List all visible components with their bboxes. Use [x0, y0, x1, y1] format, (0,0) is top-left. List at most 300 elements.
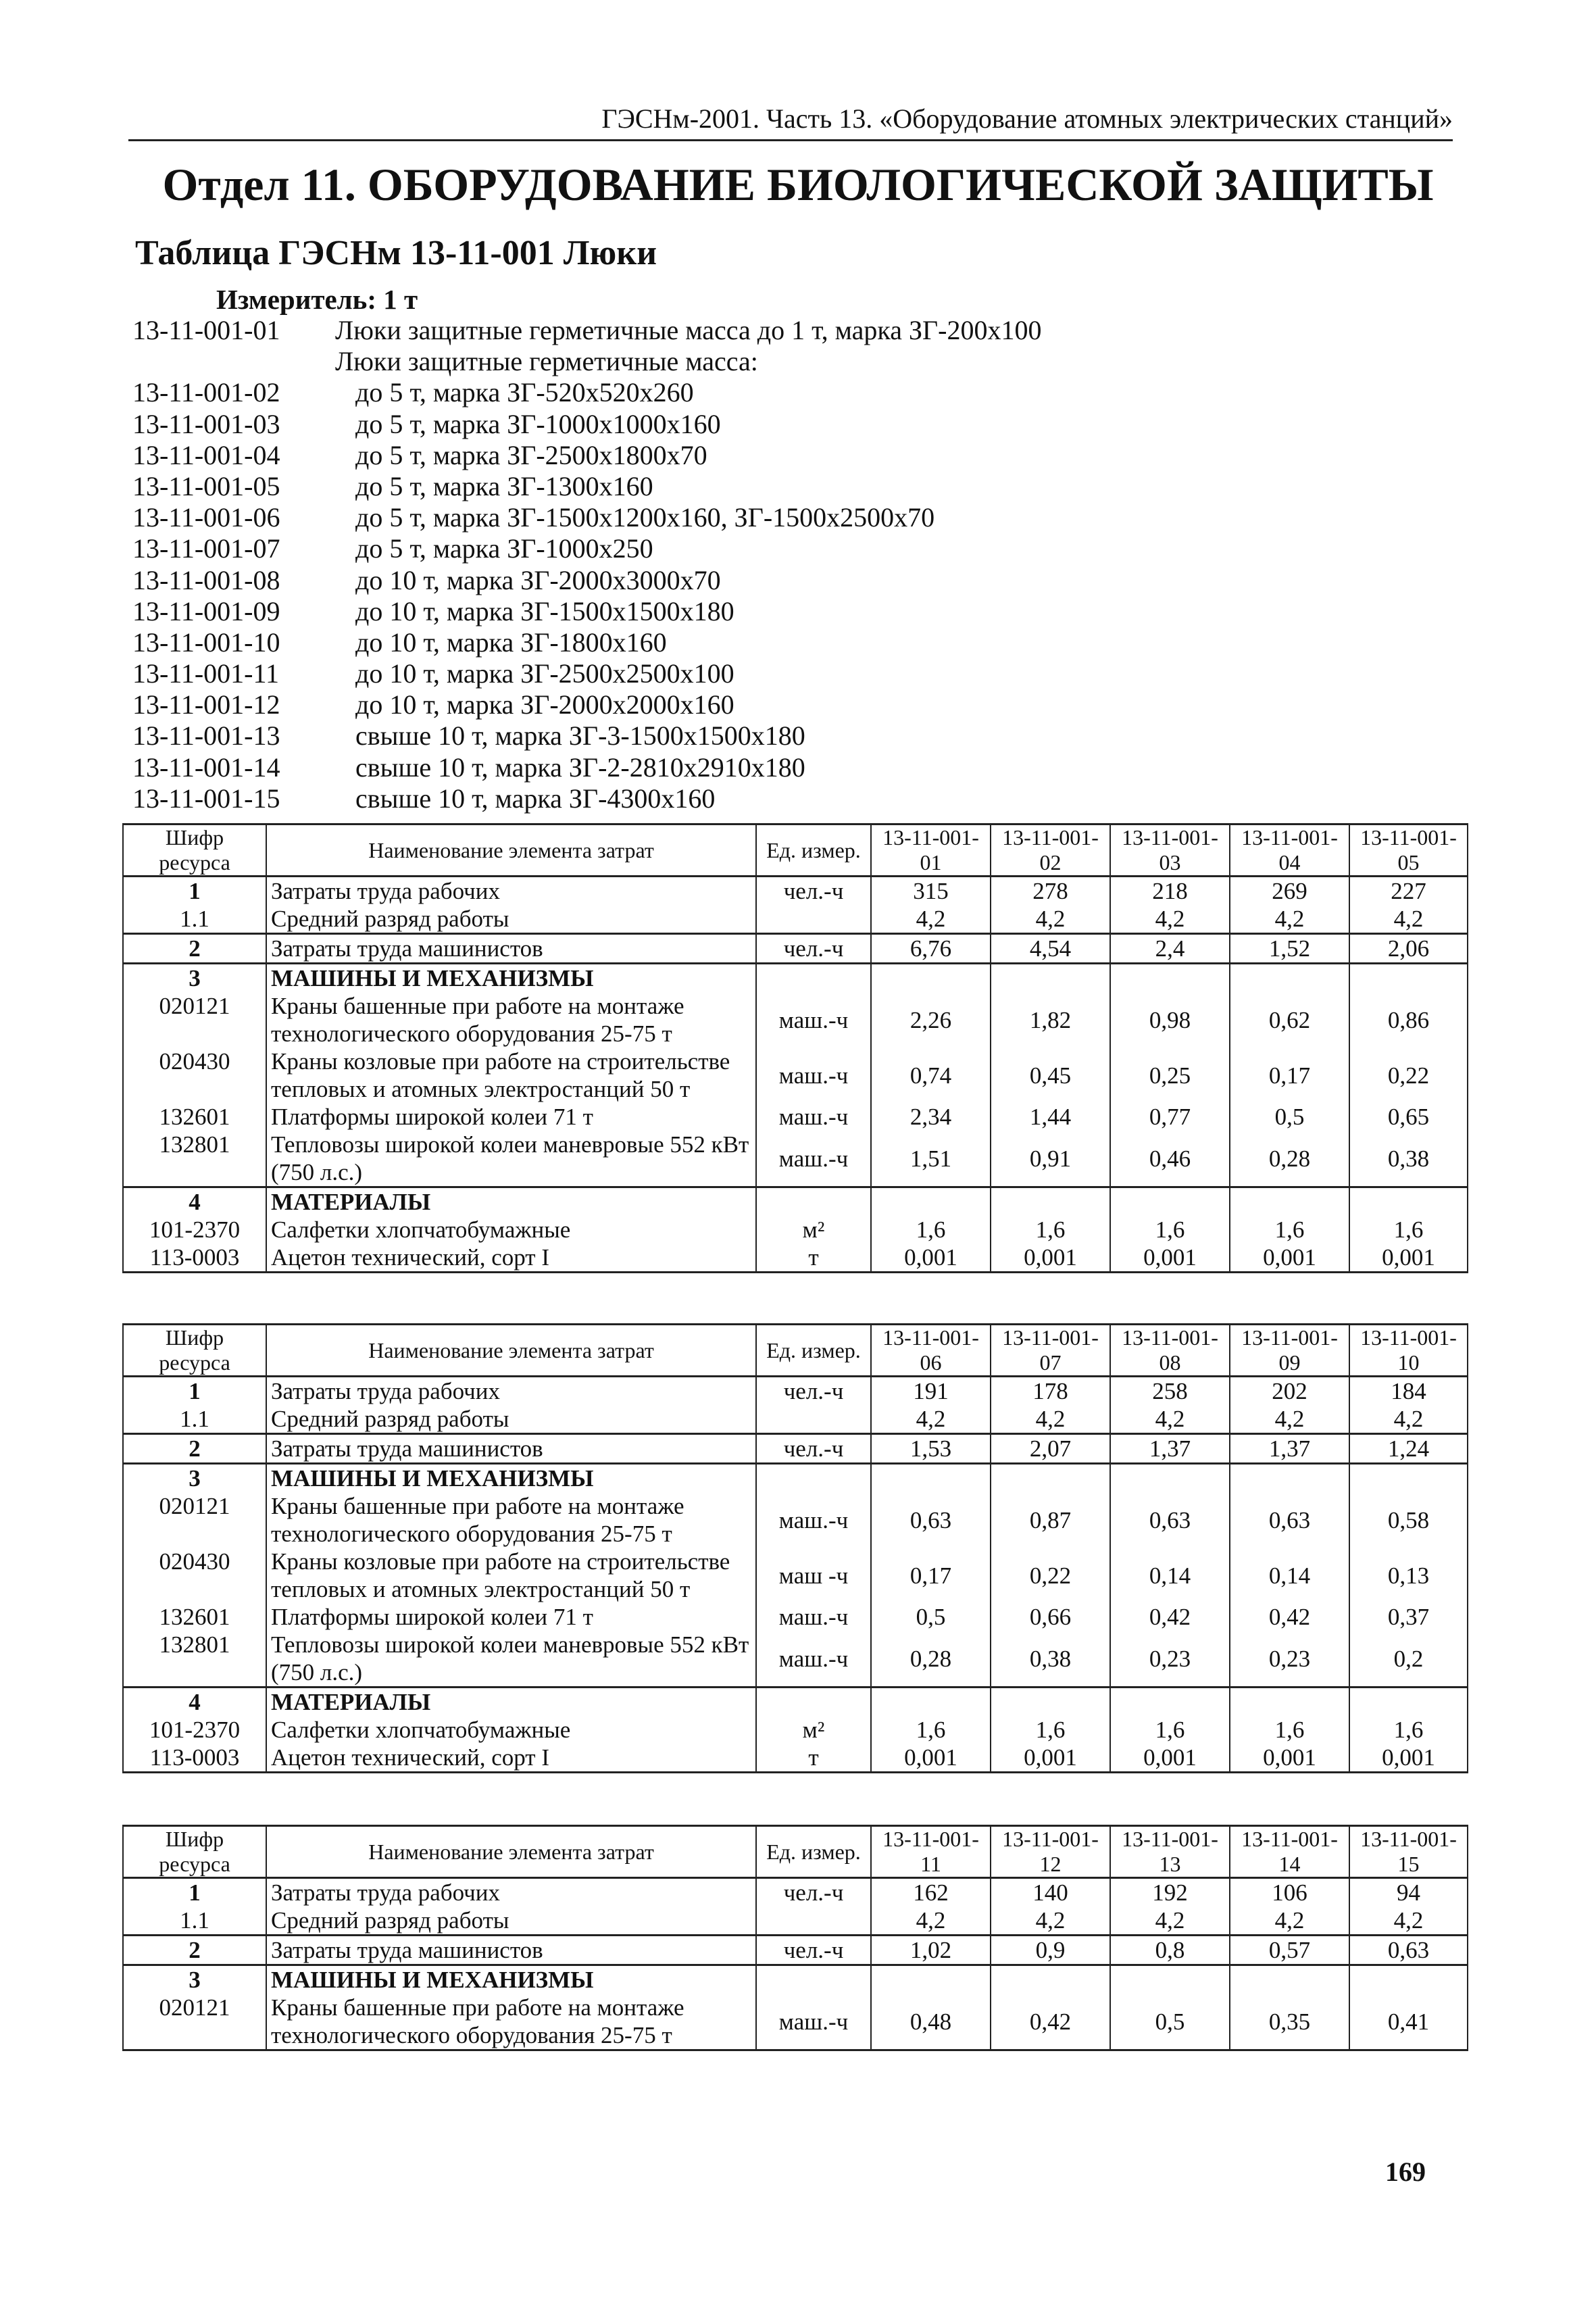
norm-value: 0,001: [871, 1244, 991, 1273]
norm-column-header: 13-11-001-03: [1110, 824, 1230, 877]
cost-element-name: МАШИНЫ И МЕХАНИЗМЫ: [266, 1965, 756, 1994]
norm-column-header: 13-11-001-01: [871, 824, 991, 877]
cost-element-name: Краны козловые при работе на строительстве тепловых и атомных электростанций 50 т: [266, 1548, 756, 1603]
norm-value: 0,001: [1110, 1244, 1230, 1273]
norm-value: 0,91: [991, 1131, 1110, 1187]
norm-value: 0,22: [991, 1548, 1110, 1603]
item-code: 13-11-001-06: [132, 502, 280, 533]
item-description: до 5 т, марка ЗГ-1300х160: [355, 470, 653, 501]
norm-value: 0,38: [991, 1631, 1110, 1688]
resource-code: 1: [123, 1377, 266, 1406]
norm-value: 1,6: [1349, 1216, 1468, 1244]
resource-code: 1.1: [123, 905, 266, 934]
norm-value: [991, 1464, 1110, 1493]
resource-code: 1: [123, 1878, 266, 1907]
code-list: [132, 315, 1416, 814]
norm-value: 178: [991, 1377, 1110, 1406]
unit-header: Ед. измер.: [756, 1826, 871, 1878]
unit: [756, 1906, 871, 1936]
item-description: свыше 10 т, марка ЗГ-4300х160: [355, 783, 716, 814]
item-description: до 10 т, марка ЗГ-1500х1500х180: [355, 595, 734, 626]
cost-element-name: Платформы широкой колеи 71 т: [266, 1603, 756, 1631]
unit: маш.-ч: [756, 1048, 871, 1103]
norm-value: 162: [871, 1878, 991, 1907]
norm-value: 0,9: [991, 1936, 1110, 1965]
norm-value: 6,76: [871, 934, 991, 964]
table-row: [123, 1244, 1468, 1273]
item-code: 13-11-001-14: [132, 752, 280, 783]
cost-element-name: Тепловозы широкой колеи маневровые 552 кВт (750 л.с.): [266, 1631, 756, 1688]
norm-value: 218: [1110, 877, 1230, 906]
norm-value: 140: [991, 1878, 1110, 1907]
norm-value: [1230, 964, 1349, 993]
table-row: [123, 1716, 1468, 1744]
cost-element-name: Затраты труда машинистов: [266, 1936, 756, 1965]
norm-value: 0,86: [1349, 992, 1468, 1048]
item-description: Люки защитные герметичные масса до 1 т, марка ЗГ-200х100: [335, 315, 1042, 345]
table-row: [123, 1464, 1468, 1493]
norm-column-header: 13-11-001-05: [1349, 824, 1468, 877]
norm-value: [991, 1187, 1110, 1216]
unit: маш.-ч: [756, 1103, 871, 1131]
section-title: Отдел 11. ОБОРУДОВАНИЕ БИОЛОГИЧЕСКОЙ ЗАЩИТЫ: [162, 159, 1434, 210]
resource-code: 1.1: [123, 1906, 266, 1936]
item-description: до 10 т, марка ЗГ-2000х2000х160: [355, 689, 734, 720]
resource-code: 113-0003: [123, 1744, 266, 1773]
item-description: до 10 т, марка ЗГ-2000х3000х70: [355, 564, 721, 595]
unit: маш -ч: [756, 1548, 871, 1603]
item-code: 13-11-001-11: [132, 658, 279, 689]
table-row: [123, 1377, 1468, 1406]
cost-element-name: Платформы широкой колеи 71 т: [266, 1103, 756, 1131]
norm-value: 0,13: [1349, 1548, 1468, 1603]
norm-value: 0,001: [871, 1744, 991, 1773]
norm-value: 0,65: [1349, 1103, 1468, 1131]
running-header: ГЭСНм-2001. Часть 13. «Оборудование атомных электрических станций»: [128, 101, 1453, 141]
table-row: [123, 964, 1468, 993]
unit: чел.-ч: [756, 1377, 871, 1406]
unit: чел.-ч: [756, 1434, 871, 1464]
cost-element-name: МАТЕРИАЛЫ: [266, 1187, 756, 1216]
norm-value: 0,001: [1349, 1744, 1468, 1773]
table-row: [123, 934, 1468, 964]
table-row: [123, 1405, 1468, 1434]
resource-code: 1: [123, 877, 266, 906]
norm-value: [871, 964, 991, 993]
resource-code: 3: [123, 1464, 266, 1493]
code-list-item: [132, 471, 1416, 502]
unit: чел.-ч: [756, 1936, 871, 1965]
resource-code: 2: [123, 934, 266, 964]
norm-value: 0,23: [1110, 1631, 1230, 1688]
resource-code: 020430: [123, 1548, 266, 1603]
norm-value: 0,35: [1230, 1994, 1349, 2050]
norm-column-header: 13-11-001-08: [1110, 1325, 1230, 1377]
unit: [756, 964, 871, 993]
item-description: свыше 10 т, марка ЗГ-3-1500х1500х180: [355, 720, 805, 752]
resource-code: 132801: [123, 1131, 266, 1187]
norm-column-header: 13-11-001-14: [1230, 1826, 1349, 1878]
norm-value: [1110, 1464, 1230, 1493]
norm-value: 0,5: [1110, 1994, 1230, 2050]
code-list-item: [132, 346, 1416, 377]
item-description: до 10 т, марка ЗГ-1800х160: [355, 626, 667, 658]
unit: маш.-ч: [756, 1603, 871, 1631]
norm-value: 0,57: [1230, 1936, 1349, 1965]
unit: [756, 1464, 871, 1493]
resource-code: 2: [123, 1936, 266, 1965]
table-row: [123, 1965, 1468, 1994]
resource-code: 101-2370: [123, 1716, 266, 1744]
norm-value: 1,6: [871, 1216, 991, 1244]
norm-value: 4,2: [871, 1906, 991, 1936]
unit: т: [756, 1244, 871, 1273]
norm-column-header: 13-11-001-09: [1230, 1325, 1349, 1377]
norm-value: 0,42: [991, 1994, 1110, 2050]
cost-element-name: Краны козловые при работе на строительстве тепловых и атомных электростанций 50 т: [266, 1048, 756, 1103]
norm-value: 0,63: [1230, 1492, 1349, 1548]
code-list-item: [132, 689, 1416, 720]
norm-value: 1,53: [871, 1434, 991, 1464]
norm-value: 227: [1349, 877, 1468, 906]
table-row: [123, 1103, 1468, 1131]
norm-value: 0,23: [1230, 1631, 1349, 1688]
norm-value: 0,17: [1230, 1048, 1349, 1103]
resource-code: 101-2370: [123, 1216, 266, 1244]
cost-element-name: МАШИНЫ И МЕХАНИЗМЫ: [266, 1464, 756, 1493]
norm-value: 2,34: [871, 1103, 991, 1131]
norm-value: 1,37: [1230, 1434, 1349, 1464]
cost-element-name: Ацетон технический, сорт I: [266, 1744, 756, 1773]
norm-value: 4,2: [1349, 1906, 1468, 1936]
norm-value: 0,41: [1349, 1994, 1468, 2050]
unit: т: [756, 1744, 871, 1773]
norm-value: 106: [1230, 1878, 1349, 1907]
table-row: [123, 1216, 1468, 1244]
norm-value: 1,24: [1349, 1434, 1468, 1464]
item-description: до 5 т, марка ЗГ-2500х1800х70: [355, 439, 707, 470]
cost-element-name: Краны башенные при работе на монтаже технологического оборудования 25-75 т: [266, 1492, 756, 1548]
norm-value: 1,6: [1230, 1216, 1349, 1244]
norm-value: 258: [1110, 1377, 1230, 1406]
norm-value: 4,2: [1110, 905, 1230, 934]
table-row: [123, 1994, 1468, 2050]
norm-value: 1,02: [871, 1936, 991, 1965]
norm-value: 0,001: [1110, 1744, 1230, 1773]
resource-code: 4: [123, 1688, 266, 1717]
code-list-item: [132, 533, 1416, 564]
table-row: [123, 1631, 1468, 1688]
code-list-item: [132, 377, 1416, 408]
cost-element-name: Краны башенные при работе на монтаже технологического оборудования 25-75 т: [266, 1994, 756, 2050]
table-row: [123, 1434, 1468, 1464]
resource-code-header: Шифр ресурса: [123, 824, 266, 877]
norm-column-header: 13-11-001-13: [1110, 1826, 1230, 1878]
norm-column-header: 13-11-001-12: [991, 1826, 1110, 1878]
norm-value: 0,46: [1110, 1131, 1230, 1187]
unit: чел.-ч: [756, 934, 871, 964]
norm-value: 191: [871, 1377, 991, 1406]
norm-value: 4,2: [1230, 1906, 1349, 1936]
norm-value: 0,14: [1230, 1548, 1349, 1603]
table-row: [123, 1492, 1468, 1548]
code-list-item: [132, 752, 1416, 783]
norm-value: 2,07: [991, 1434, 1110, 1464]
norm-value: 0,45: [991, 1048, 1110, 1103]
norm-value: 2,26: [871, 992, 991, 1048]
cost-element-name: Тепловозы широкой колеи маневровые 552 кВт (750 л.с.): [266, 1131, 756, 1187]
norm-value: 4,2: [991, 905, 1110, 934]
item-description: до 5 т, марка ЗГ-1500х1200х160, ЗГ-1500х2500х70: [355, 502, 935, 533]
norm-value: 0,63: [871, 1492, 991, 1548]
code-list-item: [132, 596, 1416, 627]
unit: [756, 1688, 871, 1717]
table-row: [123, 877, 1468, 906]
table-header-row: [123, 1826, 1468, 1878]
cost-element-name: Затраты труда рабочих: [266, 877, 756, 906]
unit: маш.-ч: [756, 1492, 871, 1548]
norm-value: 1,6: [991, 1716, 1110, 1744]
resource-code: 4: [123, 1187, 266, 1216]
item-code: 13-11-001-08: [132, 564, 280, 595]
norm-value: 1,6: [1349, 1716, 1468, 1744]
cost-element-name: Средний разряд работы: [266, 1906, 756, 1936]
norm-value: 0,001: [1349, 1244, 1468, 1273]
code-list-item: [132, 565, 1416, 596]
norm-value: [1230, 1688, 1349, 1717]
norm-value: 1,6: [871, 1716, 991, 1744]
norm-value: 0,28: [871, 1631, 991, 1688]
norm-value: [871, 1187, 991, 1216]
norm-value: [1349, 964, 1468, 993]
norm-value: 0,8: [1110, 1936, 1230, 1965]
norm-value: 1,6: [991, 1216, 1110, 1244]
item-code: 13-11-001-02: [132, 377, 280, 408]
norm-value: [991, 964, 1110, 993]
norm-value: 0,001: [991, 1744, 1110, 1773]
unit: м²: [756, 1216, 871, 1244]
meter-value: 1 т: [383, 284, 418, 315]
cost-element-name: МАТЕРИАЛЫ: [266, 1688, 756, 1717]
norm-value: 0,17: [871, 1548, 991, 1603]
table-row: [123, 1744, 1468, 1773]
norm-value: 0,22: [1349, 1048, 1468, 1103]
norm-value: 0,63: [1110, 1492, 1230, 1548]
cost-element-header: Наименование элемента затрат: [266, 1325, 756, 1377]
norm-value: 0,63: [1349, 1936, 1468, 1965]
norm-value: [991, 1688, 1110, 1717]
resource-table-3: [122, 1825, 1468, 2051]
item-description: до 5 т, марка ЗГ-520х520х260: [355, 377, 694, 408]
meter-label: Измеритель:: [216, 284, 377, 315]
norm-value: [1110, 1187, 1230, 1216]
code-list-item: [132, 627, 1416, 658]
item-description: до 10 т, марка ЗГ-2500х2500х100: [355, 658, 734, 689]
cost-element-name: Затраты труда машинистов: [266, 1434, 756, 1464]
unit: маш.-ч: [756, 1131, 871, 1187]
norm-value: 0,58: [1349, 1492, 1468, 1548]
norm-value: 4,2: [1230, 905, 1349, 934]
norm-column-header: 13-11-001-10: [1349, 1325, 1468, 1377]
resource-code-header: Шифр ресурса: [123, 1325, 266, 1377]
code-list-item: [132, 720, 1416, 752]
norm-value: 4,2: [991, 1405, 1110, 1434]
norm-value: [1349, 1187, 1468, 1216]
resource-code: 3: [123, 964, 266, 993]
cost-element-name: Салфетки хлопчатобумажные: [266, 1216, 756, 1244]
unit: [756, 1965, 871, 1994]
norm-value: [1349, 1688, 1468, 1717]
norm-column-header: 13-11-001-02: [991, 824, 1110, 877]
resource-code: 2: [123, 1434, 266, 1464]
norm-value: 0,25: [1110, 1048, 1230, 1103]
meter-line: [216, 284, 418, 315]
norm-value: 0,38: [1349, 1131, 1468, 1187]
norm-value: 0,62: [1230, 992, 1349, 1048]
table-row: [123, 1688, 1468, 1717]
item-description: свыше 10 т, марка ЗГ-2-2810х2910х180: [355, 752, 805, 783]
norm-value: 0,42: [1230, 1603, 1349, 1631]
table-row: [123, 992, 1468, 1048]
norm-value: 0,42: [1110, 1603, 1230, 1631]
item-code: 13-11-001-04: [132, 439, 280, 470]
norm-column-header: 13-11-001-15: [1349, 1826, 1468, 1878]
unit-header: Ед. измер.: [756, 1325, 871, 1377]
resource-code: 113-0003: [123, 1244, 266, 1273]
norm-value: [1230, 1965, 1349, 1994]
code-list-item: [132, 502, 1416, 533]
cost-element-name: Затраты труда рабочих: [266, 1377, 756, 1406]
resource-code: 132801: [123, 1631, 266, 1688]
norm-value: 4,2: [871, 1405, 991, 1434]
resource-code: 1.1: [123, 1405, 266, 1434]
resource-table-1: [122, 823, 1468, 1273]
table-header-row: [123, 1325, 1468, 1377]
norm-value: [1110, 1965, 1230, 1994]
page-number: 169: [1385, 2157, 1426, 2187]
code-list-item: [132, 315, 1416, 346]
unit: маш.-ч: [756, 992, 871, 1048]
table-row: [123, 1878, 1468, 1907]
cost-element-name: Затраты труда машинистов: [266, 934, 756, 964]
cost-element-name: Средний разряд работы: [266, 1405, 756, 1434]
norm-value: 0,28: [1230, 1131, 1349, 1187]
norm-value: 0,001: [991, 1244, 1110, 1273]
cost-element-header: Наименование элемента затрат: [266, 824, 756, 877]
item-code: 13-11-001-05: [132, 470, 280, 501]
item-code: [132, 346, 335, 377]
resource-table-2: [122, 1323, 1468, 1773]
norm-value: 1,52: [1230, 934, 1349, 964]
resource-code: 132601: [123, 1603, 266, 1631]
norm-value: 184: [1349, 1377, 1468, 1406]
norm-value: [991, 1965, 1110, 1994]
item-code: 13-11-001-03: [132, 408, 280, 439]
table-row: [123, 1131, 1468, 1187]
norm-value: 0,66: [991, 1603, 1110, 1631]
unit: маш.-ч: [756, 1994, 871, 2050]
code-list-item: [132, 783, 1416, 814]
norm-column-header: 13-11-001-04: [1230, 824, 1349, 877]
item-code: 13-11-001-07: [132, 533, 280, 564]
cost-element-name: Ацетон технический, сорт I: [266, 1244, 756, 1273]
norm-value: 0,5: [871, 1603, 991, 1631]
norm-value: [871, 1464, 991, 1493]
unit-header: Ед. измер.: [756, 824, 871, 877]
item-code: 13-11-001-01: [132, 315, 280, 345]
unit: чел.-ч: [756, 1878, 871, 1907]
resource-code: 020121: [123, 1994, 266, 2050]
norm-value: 0,001: [1230, 1244, 1349, 1273]
table-row: [123, 1603, 1468, 1631]
code-list-item: [132, 440, 1416, 471]
norm-value: 0,87: [991, 1492, 1110, 1548]
cost-element-name: Краны башенные при работе на монтаже технологического оборудования 25-75 т: [266, 992, 756, 1048]
unit: [756, 1187, 871, 1216]
unit: чел.-ч: [756, 877, 871, 906]
norm-value: 2,4: [1110, 934, 1230, 964]
norm-value: 0,14: [1110, 1548, 1230, 1603]
norm-value: 4,2: [991, 1906, 1110, 1936]
cost-element-header: Наименование элемента затрат: [266, 1826, 756, 1878]
resource-code: 020121: [123, 1492, 266, 1548]
norm-column-header: 13-11-001-07: [991, 1325, 1110, 1377]
norm-value: [1230, 1187, 1349, 1216]
table-row: [123, 1048, 1468, 1103]
norm-value: 4,2: [1230, 1405, 1349, 1434]
norm-value: 1,6: [1230, 1716, 1349, 1744]
resource-code: 132601: [123, 1103, 266, 1131]
norm-value: 4,2: [1349, 905, 1468, 934]
norm-value: 1,37: [1110, 1434, 1230, 1464]
norm-value: 202: [1230, 1377, 1349, 1406]
norm-value: 4,2: [1349, 1405, 1468, 1434]
norm-value: 1,6: [1110, 1216, 1230, 1244]
norm-value: 0,98: [1110, 992, 1230, 1048]
cost-element-name: Средний разряд работы: [266, 905, 756, 934]
unit: маш.-ч: [756, 1631, 871, 1688]
norm-value: 278: [991, 877, 1110, 906]
norm-value: 0,001: [1230, 1744, 1349, 1773]
item-code: 13-11-001-15: [132, 783, 280, 814]
norm-value: 1,82: [991, 992, 1110, 1048]
resource-code: 020121: [123, 992, 266, 1048]
norm-value: [1110, 964, 1230, 993]
resource-code-header: Шифр ресурса: [123, 1826, 266, 1878]
norm-value: 192: [1110, 1878, 1230, 1907]
code-list-item: [132, 409, 1416, 440]
table-row: [123, 1548, 1468, 1603]
item-code: 13-11-001-12: [132, 689, 280, 720]
table-row: [123, 905, 1468, 934]
norm-value: [871, 1688, 991, 1717]
norm-value: 4,2: [1110, 1405, 1230, 1434]
norm-value: 94: [1349, 1878, 1468, 1907]
table-row: [123, 1906, 1468, 1936]
norm-value: 4,2: [871, 905, 991, 934]
item-code: 13-11-001-13: [132, 720, 280, 752]
code-list-item: [132, 658, 1416, 689]
norm-value: 0,5: [1230, 1103, 1349, 1131]
table-header-row: [123, 824, 1468, 877]
norm-value: 0,74: [871, 1048, 991, 1103]
norm-value: 0,48: [871, 1994, 991, 2050]
norm-value: [1349, 1965, 1468, 1994]
cost-element-name: МАШИНЫ И МЕХАНИЗМЫ: [266, 964, 756, 993]
norm-value: 0,77: [1110, 1103, 1230, 1131]
cost-element-name: Салфетки хлопчатобумажные: [266, 1716, 756, 1744]
table-title: Таблица ГЭСНм 13-11-001 Люки: [135, 234, 657, 272]
